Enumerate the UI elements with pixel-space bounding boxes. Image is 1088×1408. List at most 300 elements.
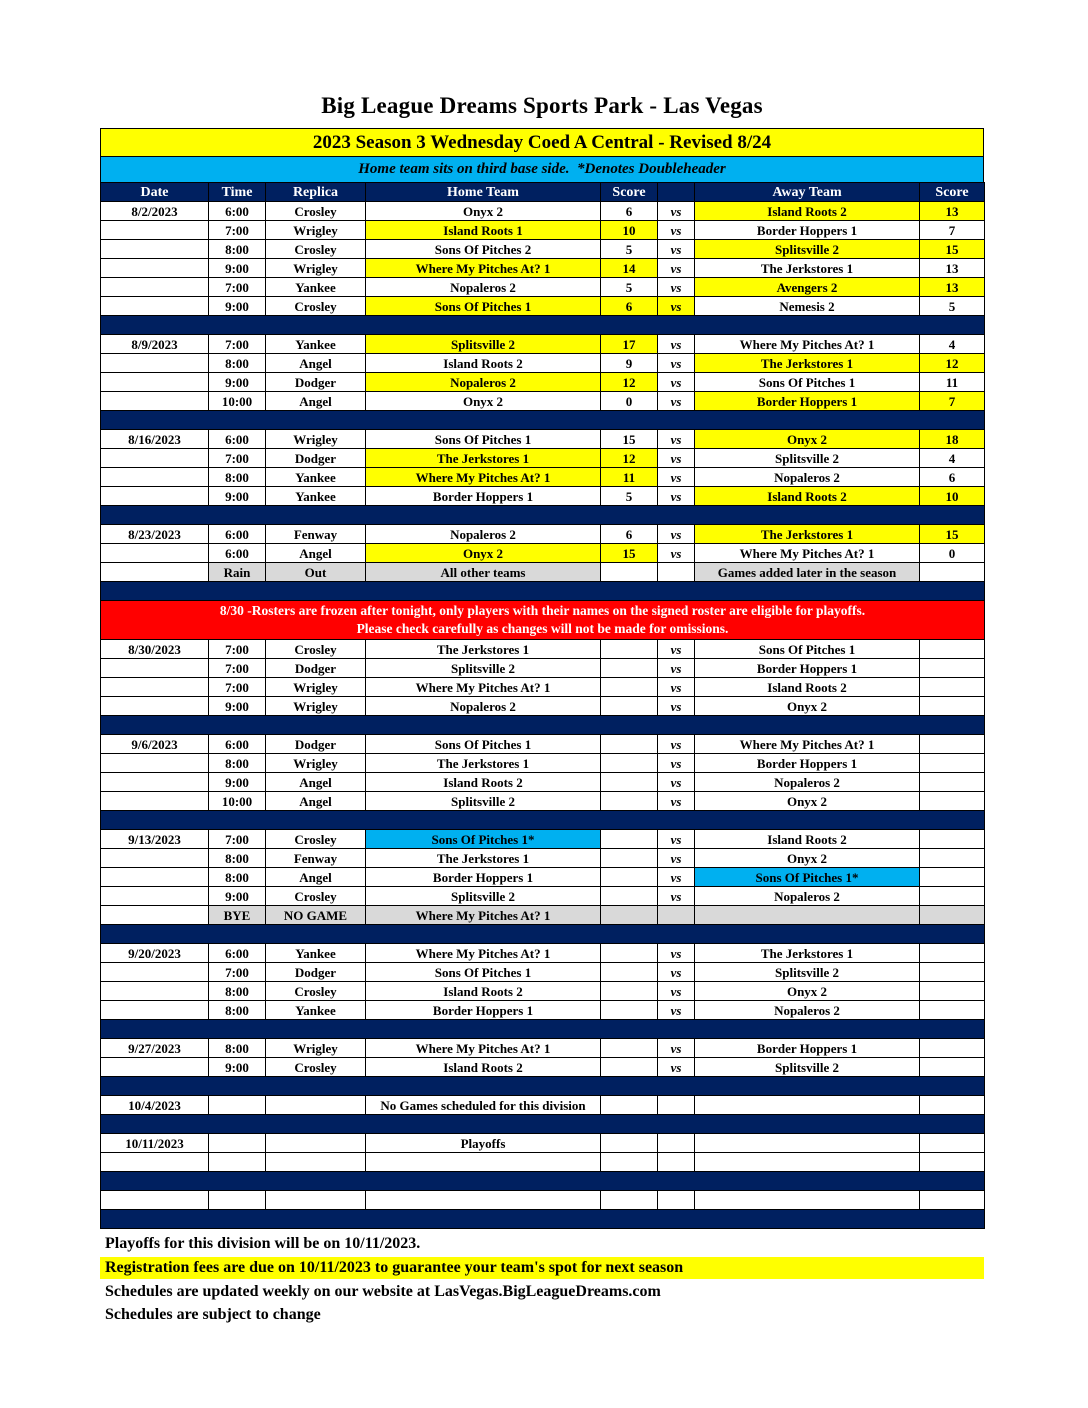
separator-bar xyxy=(101,316,985,335)
cell-home-score xyxy=(601,1039,658,1058)
cell-time: 6:00 xyxy=(209,525,266,544)
cell-away-team: Where My Pitches At? 1 xyxy=(695,335,920,354)
cell-home-team: Island Roots 2 xyxy=(366,354,601,373)
cell-away-score: 6 xyxy=(920,468,985,487)
cell-home-team: Playoffs xyxy=(366,1134,601,1153)
cell-away-score: 15 xyxy=(920,525,985,544)
game-row xyxy=(101,449,985,468)
cell-away-score: 13 xyxy=(920,202,985,221)
cell-date xyxy=(101,697,209,716)
cell-home-score xyxy=(601,792,658,811)
cell-home-team: Island Roots 1 xyxy=(366,221,601,240)
cell-away-team: The Jerkstores 1 xyxy=(695,944,920,963)
cell-away-score xyxy=(920,659,985,678)
cell-vs xyxy=(658,1153,695,1172)
cell-time: 8:00 xyxy=(209,849,266,868)
cell-away-score xyxy=(920,944,985,963)
cell-away-team: Onyx 2 xyxy=(695,430,920,449)
game-row xyxy=(101,468,985,487)
cell-date: 9/13/2023 xyxy=(101,830,209,849)
game-row xyxy=(101,1134,985,1153)
cell-time: 9:00 xyxy=(209,487,266,506)
separator-row xyxy=(101,506,985,525)
cell-replica: Wrigley xyxy=(266,1039,366,1058)
game-row xyxy=(101,982,985,1001)
separator-bar xyxy=(101,1020,985,1039)
cell-away-team: Onyx 2 xyxy=(695,982,920,1001)
cell-vs: vs xyxy=(658,392,695,411)
cell-home-team: Nopaleros 2 xyxy=(366,278,601,297)
cell-home-score xyxy=(601,944,658,963)
cell-replica: Crosley xyxy=(266,240,366,259)
cell-home-score xyxy=(601,754,658,773)
header-row xyxy=(101,183,985,202)
cell-away-score xyxy=(920,697,985,716)
cell-date xyxy=(101,982,209,1001)
cell-away-score: 13 xyxy=(920,278,985,297)
cell-away-score: 11 xyxy=(920,373,985,392)
game-row xyxy=(101,735,985,754)
separator-row xyxy=(101,1210,985,1229)
cell-time: 7:00 xyxy=(209,449,266,468)
cell-time: 9:00 xyxy=(209,373,266,392)
separator-row xyxy=(101,411,985,430)
cell-away-team: Splitsville 2 xyxy=(695,240,920,259)
cell-date xyxy=(101,1153,209,1172)
separator-row xyxy=(101,716,985,735)
cell-home-team xyxy=(366,1191,601,1210)
game-row xyxy=(101,640,985,659)
schedule-table-body xyxy=(101,202,985,1229)
cell-home-team: All other teams xyxy=(366,563,601,582)
cell-time: 6:00 xyxy=(209,735,266,754)
cell-away-team: Nopaleros 2 xyxy=(695,887,920,906)
cell-home-team: Sons Of Pitches 2 xyxy=(366,240,601,259)
empty-row xyxy=(101,1191,985,1210)
cell-home-team: Border Hoppers 1 xyxy=(366,868,601,887)
cell-time: 10:00 xyxy=(209,392,266,411)
cell-vs: vs xyxy=(658,1001,695,1020)
cell-home-team: Island Roots 2 xyxy=(366,1058,601,1077)
cell-away-score xyxy=(920,1153,985,1172)
game-row xyxy=(101,297,985,316)
separator-row xyxy=(101,925,985,944)
cell-home-team: Sons Of Pitches 1 xyxy=(366,963,601,982)
cell-away-score xyxy=(920,640,985,659)
cell-replica: NO GAME xyxy=(266,906,366,925)
cell-replica: Wrigley xyxy=(266,697,366,716)
cell-replica: Yankee xyxy=(266,944,366,963)
cell-vs: vs xyxy=(658,849,695,868)
roster-freeze-banner xyxy=(101,601,985,640)
cell-date xyxy=(101,868,209,887)
separator-bar xyxy=(101,582,985,601)
cell-away-team xyxy=(695,1096,920,1115)
cell-time: 9:00 xyxy=(209,773,266,792)
cell-replica: Dodger xyxy=(266,735,366,754)
cell-time: 8:00 xyxy=(209,754,266,773)
cell-time: 7:00 xyxy=(209,221,266,240)
cell-date: 8/30/2023 xyxy=(101,640,209,659)
cell-replica: Angel xyxy=(266,544,366,563)
cell-replica: Out xyxy=(266,563,366,582)
game-row xyxy=(101,659,985,678)
cell-home-team: Island Roots 2 xyxy=(366,982,601,1001)
cell-away-score xyxy=(920,563,985,582)
separator-bar xyxy=(101,811,985,830)
cell-vs: vs xyxy=(658,887,695,906)
cell-away-team: Splitsville 2 xyxy=(695,963,920,982)
separator-row xyxy=(101,1077,985,1096)
game-row xyxy=(101,868,985,887)
cell-time: 8:00 xyxy=(209,468,266,487)
cell-away-team: Sons Of Pitches 1 xyxy=(695,373,920,392)
cell-away-score: 13 xyxy=(920,259,985,278)
cell-date xyxy=(101,373,209,392)
cell-vs: vs xyxy=(658,792,695,811)
cell-away-score xyxy=(920,773,985,792)
cell-away-score: 15 xyxy=(920,240,985,259)
separator-bar xyxy=(101,1172,985,1191)
game-row xyxy=(101,525,985,544)
header-away-team: Away Team xyxy=(695,183,920,202)
cell-home-score xyxy=(601,849,658,868)
cell-away-team: Border Hoppers 1 xyxy=(695,1039,920,1058)
cell-time: 8:00 xyxy=(209,1001,266,1020)
cell-date xyxy=(101,487,209,506)
cell-home-team: Where My Pitches At? 1 xyxy=(366,944,601,963)
cell-home-team: Nopaleros 2 xyxy=(366,373,601,392)
cell-replica: Wrigley xyxy=(266,259,366,278)
cell-home-team: Border Hoppers 1 xyxy=(366,487,601,506)
separator-bar xyxy=(101,716,985,735)
cell-time: 8:00 xyxy=(209,354,266,373)
cell-away-score xyxy=(920,1096,985,1115)
game-row xyxy=(101,221,985,240)
cell-away-team: Splitsville 2 xyxy=(695,449,920,468)
cell-time: 7:00 xyxy=(209,335,266,354)
game-row xyxy=(101,240,985,259)
cell-away-team: Border Hoppers 1 xyxy=(695,392,920,411)
cell-vs xyxy=(658,906,695,925)
header-home-team: Home Team xyxy=(366,183,601,202)
cell-replica: Wrigley xyxy=(266,430,366,449)
cell-vs xyxy=(658,563,695,582)
cell-date: 10/11/2023 xyxy=(101,1134,209,1153)
cell-home-score xyxy=(601,868,658,887)
cell-date xyxy=(101,906,209,925)
cell-home-score xyxy=(601,982,658,1001)
cell-away-team: Nemesis 2 xyxy=(695,297,920,316)
cell-away-score xyxy=(920,792,985,811)
cell-away-score xyxy=(920,830,985,849)
cell-replica: Crosley xyxy=(266,830,366,849)
cell-home-team xyxy=(366,1153,601,1172)
cell-vs: vs xyxy=(658,430,695,449)
cell-date xyxy=(101,887,209,906)
cell-date: 8/2/2023 xyxy=(101,202,209,221)
game-row xyxy=(101,697,985,716)
cell-time: 7:00 xyxy=(209,659,266,678)
cell-replica xyxy=(266,1153,366,1172)
cell-vs: vs xyxy=(658,449,695,468)
cell-away-score xyxy=(920,887,985,906)
cell-replica: Angel xyxy=(266,354,366,373)
separator-row xyxy=(101,1115,985,1134)
cell-date: 8/23/2023 xyxy=(101,525,209,544)
cell-time: 7:00 xyxy=(209,678,266,697)
cell-away-team: Border Hoppers 1 xyxy=(695,754,920,773)
header-away-score: Score xyxy=(920,183,985,202)
cell-date: 8/9/2023 xyxy=(101,335,209,354)
cell-time: 7:00 xyxy=(209,830,266,849)
cell-date xyxy=(101,963,209,982)
cell-vs: vs xyxy=(658,868,695,887)
game-row xyxy=(101,1096,985,1115)
cell-vs xyxy=(658,1096,695,1115)
cell-home-score: 15 xyxy=(601,430,658,449)
page-title: Big League Dreams Sports Park - Las Vegas xyxy=(321,93,763,118)
cell-away-team: The Jerkstores 1 xyxy=(695,525,920,544)
cell-home-score xyxy=(601,830,658,849)
subject-to-change-note: Schedules are subject to change xyxy=(105,1306,321,1323)
cell-date: 10/4/2023 xyxy=(101,1096,209,1115)
cell-away-score xyxy=(920,906,985,925)
cell-date xyxy=(101,659,209,678)
separator-bar xyxy=(101,1077,985,1096)
separator-row xyxy=(101,316,985,335)
cell-vs: vs xyxy=(658,963,695,982)
cell-time xyxy=(209,1191,266,1210)
season-subtitle: 2023 Season 3 Wednesday Coed A Central - Revised 8/24 xyxy=(100,128,984,156)
cell-away-team: Onyx 2 xyxy=(695,792,920,811)
cell-vs: vs xyxy=(658,773,695,792)
cell-home-team: Nopaleros 2 xyxy=(366,697,601,716)
cell-date xyxy=(101,678,209,697)
cell-date: 9/6/2023 xyxy=(101,735,209,754)
schedule-sheet xyxy=(100,92,984,1325)
cell-replica: Wrigley xyxy=(266,678,366,697)
cell-home-score: 5 xyxy=(601,487,658,506)
roster-freeze-banner-row xyxy=(101,601,985,640)
cell-vs: vs xyxy=(658,259,695,278)
cell-home-team: Splitsville 2 xyxy=(366,792,601,811)
separator-bar xyxy=(101,1210,985,1229)
cell-home-score xyxy=(601,963,658,982)
cell-vs: vs xyxy=(658,830,695,849)
cell-away-score: 18 xyxy=(920,430,985,449)
cell-away-score xyxy=(920,1134,985,1153)
cell-home-team: Border Hoppers 1 xyxy=(366,1001,601,1020)
cell-vs: vs xyxy=(658,1058,695,1077)
cell-replica: Wrigley xyxy=(266,221,366,240)
cell-home-score: 9 xyxy=(601,354,658,373)
game-row xyxy=(101,392,985,411)
cell-vs: vs xyxy=(658,735,695,754)
cell-date xyxy=(101,792,209,811)
banner-line-2: Please check carefully as changes will not be made for omissions. xyxy=(356,621,729,636)
cell-replica: Crosley xyxy=(266,887,366,906)
cell-home-team: Where My Pitches At? 1 xyxy=(366,259,601,278)
cell-away-score: 4 xyxy=(920,449,985,468)
cell-date xyxy=(101,1058,209,1077)
cell-time: 7:00 xyxy=(209,278,266,297)
cell-away-score: 0 xyxy=(920,544,985,563)
cell-away-score xyxy=(920,849,985,868)
game-row xyxy=(101,259,985,278)
cell-replica: Yankee xyxy=(266,468,366,487)
cell-away-score xyxy=(920,754,985,773)
footer-notes xyxy=(100,1234,984,1325)
cell-home-team: Nopaleros 2 xyxy=(366,525,601,544)
cell-vs xyxy=(658,1191,695,1210)
cell-replica: Crosley xyxy=(266,640,366,659)
game-row xyxy=(101,335,985,354)
cell-away-team: Island Roots 2 xyxy=(695,202,920,221)
header-date: Date xyxy=(101,183,209,202)
cell-vs: vs xyxy=(658,468,695,487)
cell-vs: vs xyxy=(658,297,695,316)
cell-away-score xyxy=(920,678,985,697)
cell-home-score: 14 xyxy=(601,259,658,278)
website-note: Schedules are updated weekly on our website at LasVegas.BigLeagueDreams.com xyxy=(105,1283,661,1300)
cell-date xyxy=(101,468,209,487)
cell-home-score xyxy=(601,1134,658,1153)
cell-home-score: 6 xyxy=(601,525,658,544)
cell-home-team: Where My Pitches At? 1 xyxy=(366,468,601,487)
cell-away-score: 12 xyxy=(920,354,985,373)
cell-date xyxy=(101,1191,209,1210)
header-home-score: Score xyxy=(601,183,658,202)
cell-away-score xyxy=(920,963,985,982)
cell-home-score: 11 xyxy=(601,468,658,487)
cell-away-team: Island Roots 2 xyxy=(695,678,920,697)
cell-replica: Crosley xyxy=(266,202,366,221)
cell-date xyxy=(101,754,209,773)
game-row xyxy=(101,430,985,449)
cell-home-team: Where My Pitches At? 1 xyxy=(366,906,601,925)
cell-vs: vs xyxy=(658,944,695,963)
cell-home-team: Onyx 2 xyxy=(366,544,601,563)
cell-away-team: Onyx 2 xyxy=(695,697,920,716)
cell-date: 9/27/2023 xyxy=(101,1039,209,1058)
cell-home-team: Where My Pitches At? 1 xyxy=(366,678,601,697)
game-row xyxy=(101,944,985,963)
cell-replica: Dodger xyxy=(266,449,366,468)
cell-vs: vs xyxy=(658,640,695,659)
separator-bar xyxy=(101,925,985,944)
cell-time: 9:00 xyxy=(209,1058,266,1077)
cell-away-score: 4 xyxy=(920,335,985,354)
cell-time: 8:00 xyxy=(209,982,266,1001)
cell-home-team: Splitsville 2 xyxy=(366,659,601,678)
cell-date xyxy=(101,354,209,373)
cell-away-score xyxy=(920,868,985,887)
cell-away-score: 7 xyxy=(920,221,985,240)
cell-time xyxy=(209,1153,266,1172)
cell-away-team: Sons Of Pitches 1* xyxy=(695,868,920,887)
cell-home-score: 5 xyxy=(601,240,658,259)
cell-replica: Crosley xyxy=(266,982,366,1001)
cell-away-score: 10 xyxy=(920,487,985,506)
cell-home-score xyxy=(601,887,658,906)
cell-home-score xyxy=(601,640,658,659)
separator-row xyxy=(101,582,985,601)
cell-replica: Crosley xyxy=(266,297,366,316)
cell-vs: vs xyxy=(658,221,695,240)
cell-away-team: The Jerkstores 1 xyxy=(695,354,920,373)
cell-vs: vs xyxy=(658,525,695,544)
cell-away-team: Sons Of Pitches 1 xyxy=(695,640,920,659)
cell-away-score xyxy=(920,1191,985,1210)
cell-away-team xyxy=(695,1191,920,1210)
cell-home-team: The Jerkstores 1 xyxy=(366,849,601,868)
cell-away-team xyxy=(695,1153,920,1172)
cell-time: 6:00 xyxy=(209,544,266,563)
cell-away-team: The Jerkstores 1 xyxy=(695,259,920,278)
cell-home-score xyxy=(601,906,658,925)
cell-vs: vs xyxy=(658,278,695,297)
cell-replica: Crosley xyxy=(266,1058,366,1077)
cell-home-score xyxy=(601,1001,658,1020)
cell-time: 9:00 xyxy=(209,259,266,278)
cell-away-score xyxy=(920,1001,985,1020)
cell-home-score: 17 xyxy=(601,335,658,354)
cell-home-score: 6 xyxy=(601,202,658,221)
cell-replica: Wrigley xyxy=(266,754,366,773)
cell-away-team: Island Roots 2 xyxy=(695,487,920,506)
cell-replica: Fenway xyxy=(266,525,366,544)
cell-home-team: Island Roots 2 xyxy=(366,773,601,792)
cell-replica: Yankee xyxy=(266,487,366,506)
cell-date xyxy=(101,297,209,316)
cell-time: 9:00 xyxy=(209,697,266,716)
game-row xyxy=(101,563,985,582)
separator-row xyxy=(101,811,985,830)
cell-vs: vs xyxy=(658,354,695,373)
cell-home-team: Where My Pitches At? 1 xyxy=(366,1039,601,1058)
cell-replica xyxy=(266,1134,366,1153)
cell-date xyxy=(101,773,209,792)
cell-home-score: 10 xyxy=(601,221,658,240)
banner-line-1: 8/30 -Rosters are frozen after tonight, only players with their names on the signed roster are eligible for playoffs. xyxy=(219,603,866,618)
cell-time: 8:00 xyxy=(209,240,266,259)
cell-date xyxy=(101,563,209,582)
cell-replica xyxy=(266,1191,366,1210)
registration-fees-note: Registration fees are due on 10/11/2023 to guarantee your team's spot for next season xyxy=(100,1257,984,1279)
cell-date xyxy=(101,544,209,563)
cell-home-score xyxy=(601,1096,658,1115)
cell-away-score xyxy=(920,1039,985,1058)
cell-home-score xyxy=(601,773,658,792)
cell-vs: vs xyxy=(658,982,695,1001)
cell-away-team: Nopaleros 2 xyxy=(695,468,920,487)
cell-replica: Yankee xyxy=(266,1001,366,1020)
cell-replica: Dodger xyxy=(266,963,366,982)
cell-away-team: Island Roots 2 xyxy=(695,830,920,849)
schedule-table-head xyxy=(101,183,985,202)
cell-replica: Yankee xyxy=(266,335,366,354)
cell-time: 8:00 xyxy=(209,1039,266,1058)
game-row xyxy=(101,754,985,773)
cell-time: 9:00 xyxy=(209,887,266,906)
game-row xyxy=(101,202,985,221)
cell-home-team: Splitsville 2 xyxy=(366,335,601,354)
game-row xyxy=(101,906,985,925)
cell-home-score xyxy=(601,1153,658,1172)
cell-away-score xyxy=(920,1058,985,1077)
cell-vs: vs xyxy=(658,697,695,716)
